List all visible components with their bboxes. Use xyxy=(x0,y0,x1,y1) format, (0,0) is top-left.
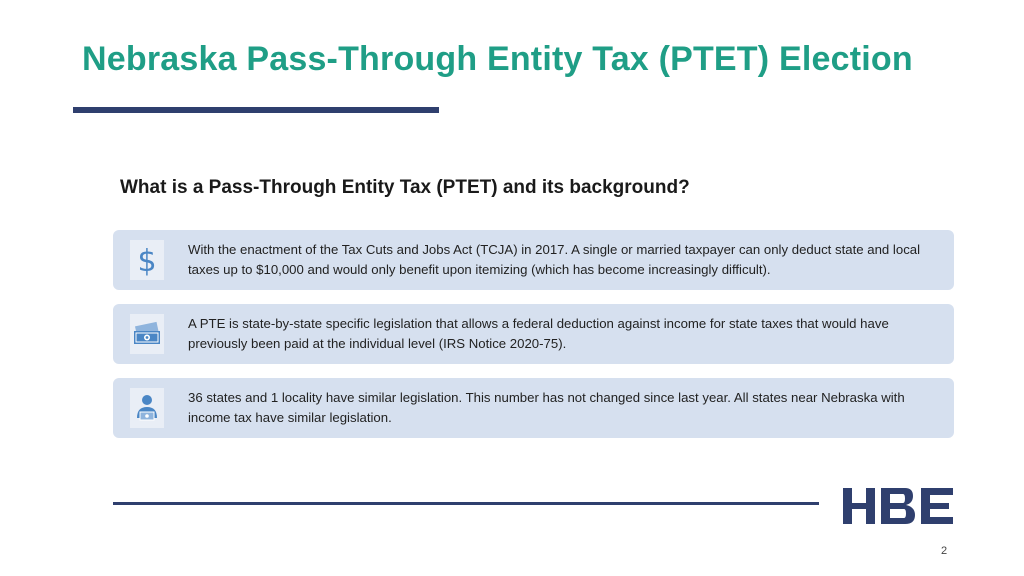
info-card-states xyxy=(113,378,954,438)
dollar-icon xyxy=(130,240,164,280)
section-heading: What is a Pass-Through Entity Tax (PTET) and its background? xyxy=(120,177,690,198)
money-bills-icon xyxy=(130,314,164,354)
card-text: 36 states and 1 locality have similar legislation. This number has not changed since last year. All states near Nebraska with income tax have similar legislation. xyxy=(188,390,905,425)
card-text: With the enactment of the Tax Cuts and Jobs Act (TCJA) in 2017. A single or married taxpayer can only deduct state and local taxes up to $10,000 and would only benefit upon itemizing (which has become increasingly difficult). xyxy=(188,242,921,277)
svg-text:$: $ xyxy=(137,244,157,277)
title-underline xyxy=(73,107,439,113)
info-card-tcja xyxy=(113,230,954,290)
card-text: A PTE is state-by-state specific legislation that allows a federal deduction against income for state taxes that would have previously been paid at the individual level (IRS Notice 2020-75). xyxy=(188,316,889,351)
person-money-icon xyxy=(130,388,164,428)
page-title: Nebraska Pass-Through Entity Tax (PTET) Election xyxy=(82,40,913,78)
footer-divider xyxy=(113,502,819,505)
hbe-logo xyxy=(843,488,953,524)
info-card-pte xyxy=(113,304,954,364)
page-number: 2 xyxy=(940,545,948,557)
